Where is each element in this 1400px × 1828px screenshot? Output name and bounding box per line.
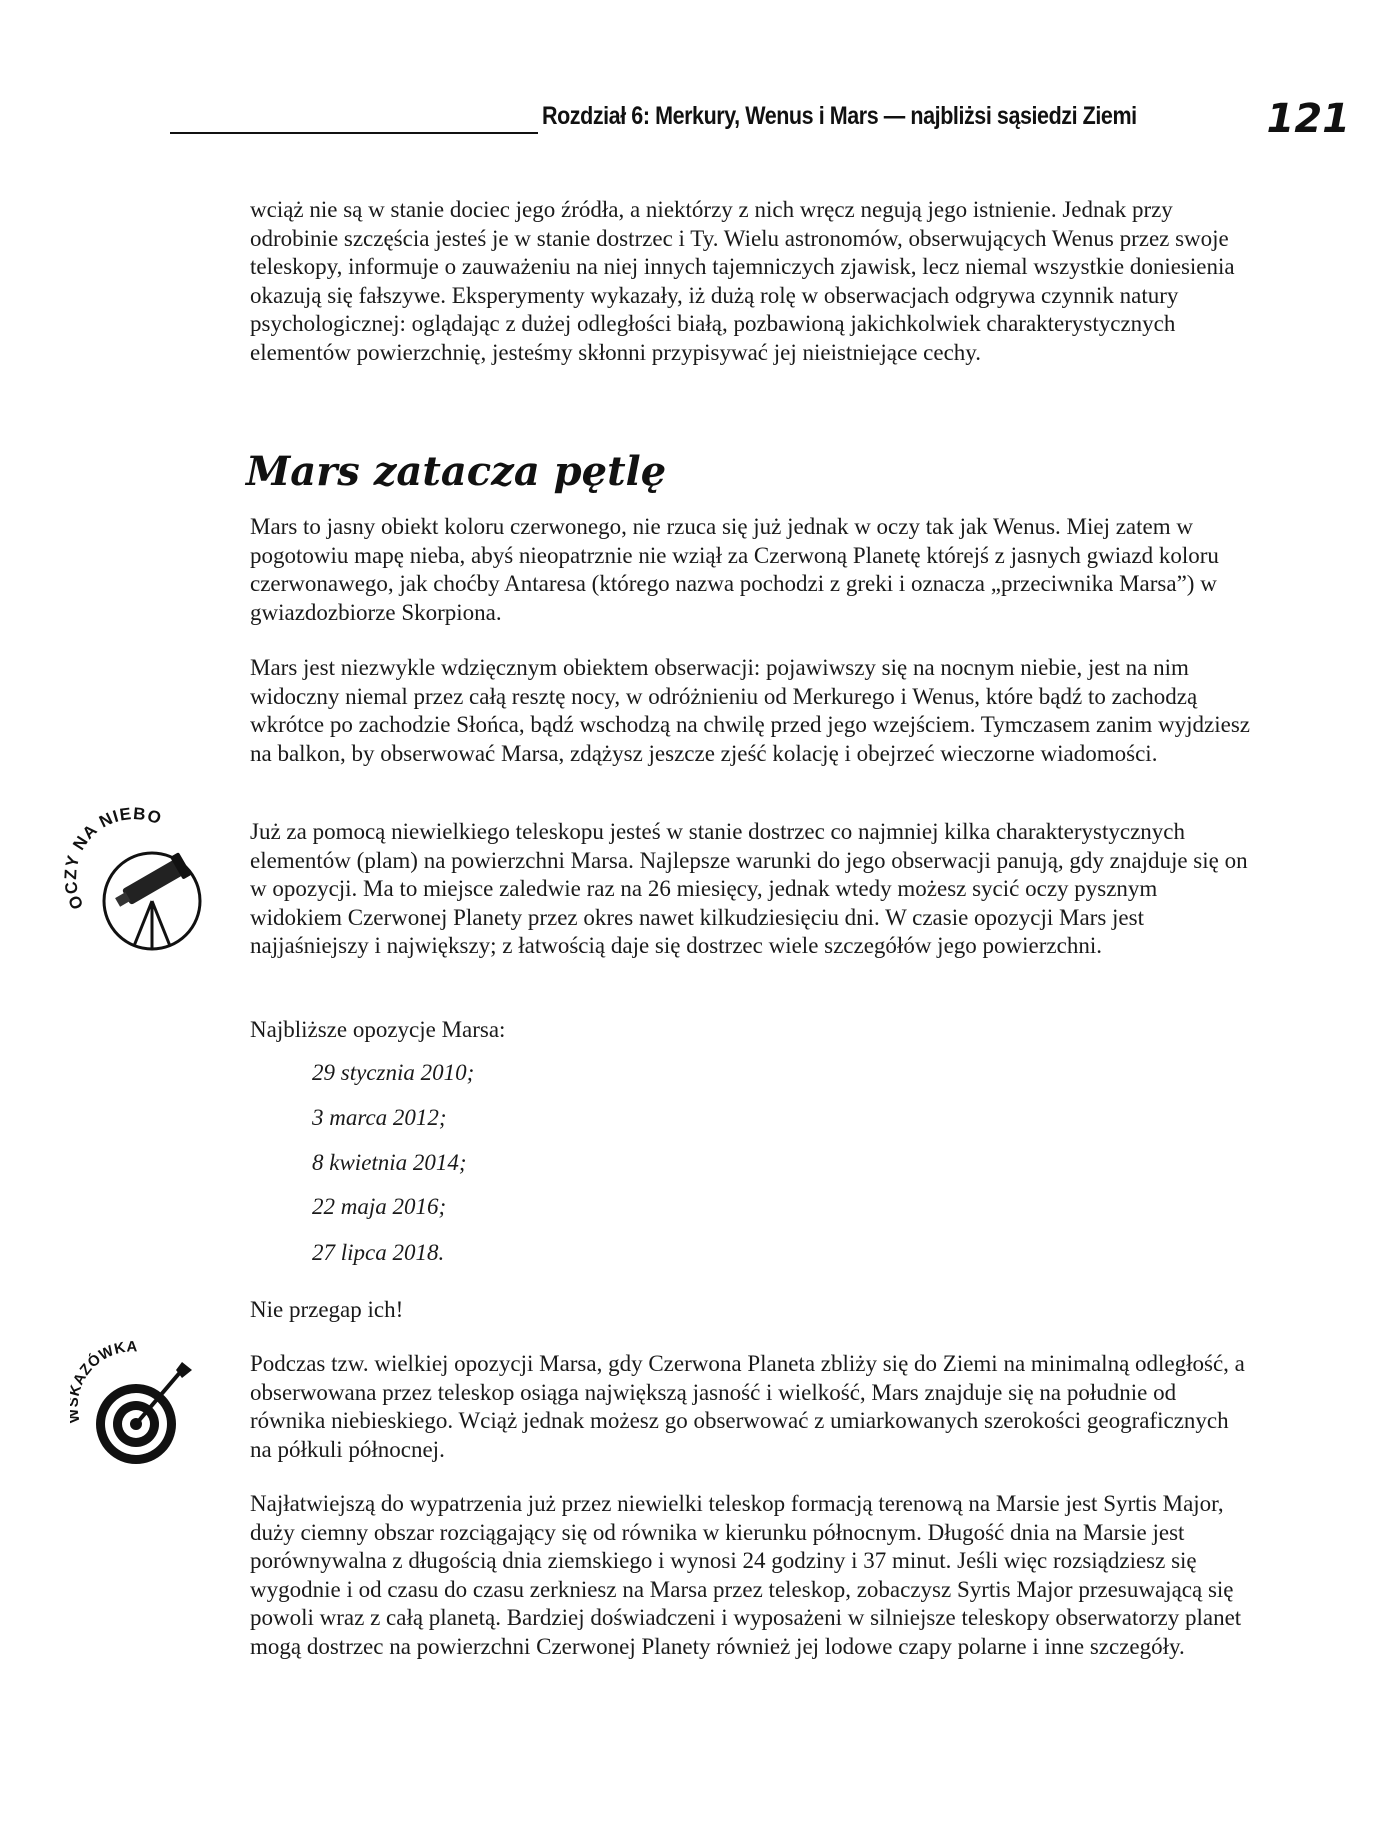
paragraph: Nie przegap ich! <box>250 1297 404 1322</box>
page-number: 121 <box>1266 96 1350 142</box>
list-item: 3 marca 2012; <box>312 1105 447 1130</box>
running-header <box>170 96 1350 142</box>
chapter-title: Rozdział 6: Merkury, Wenus i Mars — najbliżsi sąsiedzi Ziemi <box>542 102 1137 130</box>
target-badge-svg <box>70 1340 200 1470</box>
list-item: 27 lipca 2018. <box>312 1240 445 1265</box>
telescope-badge-text: OCZY NA NIEBO <box>62 806 165 913</box>
paragraph: Najbliższe opozycje Marsa: <box>250 1017 506 1042</box>
paragraph: Mars jest niezwykle wdzięcznym obiektem obserwacji: pojawiwszy się na nocnym niebie, jest na nim widoczny niemal przez całą resztę nocy, w odróżnieniu od Merkurego i Wenus, które bądź to zachodzą wkrótce po zachodzie Słońca, bądź wschodzą na chwilę przed jego wzejściem. Tymczasem zanim wyjdziesz na balkon, by obserwować Marsa, zdążysz jeszcze zjeść kolację i obejrzeć wieczorne wiadomości. <box>250 655 1250 766</box>
telescope-icon <box>62 806 212 956</box>
list-item: 29 stycznia 2010; <box>312 1060 475 1085</box>
section-heading: Mars zatacza pętlę <box>246 448 667 495</box>
list-item: 22 maja 2016; <box>312 1194 447 1219</box>
paragraph: wciąż nie są w stanie dociec jego źródła, a niektórzy z nich wręcz negują jego istnienie. Jednak przy odrobinie szczęścia jesteś je w stanie dostrzec i Ty. Wielu astronomów, obserwujących Wenus przez swoje teleskopy, informuje o zauważeniu na niej innych tajemniczych zjawisk, lecz niemal wszystkie doniesienia okazują się fałszywe. Eksperymenty wykazały, iż dużą rolę w obserwacjach odgrywa czynnik natury psychologicznej: oglądając z dużej odległości białą, pozbawioną jakichkolwiek charakterystycznych elementów powierzchnię, jesteśmy skłonni przypisywać jej nieistniejące cechy. <box>250 197 1235 365</box>
target-badge-text: AZÓWKA <box>70 1340 138 1388</box>
paragraph: Już za pomocą niewielkiego teleskopu jesteś w stanie dostrzec co najmniej kilka charakterystycznych elementów (plam) na powierzchni Marsa. Najlepsze warunki do jego obserwacji panują, gdy znajduje się on w opozycji. Ma to miejsce zaledwie raz na 26 miesięcy, jednak wtedy możesz sycić oczy pysznym widokiem Czerwonej Planety przez okres nawet kilkudziesięciu dni. W czasie opozycji Mars jest najjaśniejszy i największy; z łatwością daje się dostrzec wiele szczegółów jego powierzchni. <box>250 819 1248 959</box>
list-item: 8 kwietnia 2014; <box>312 1150 467 1175</box>
header-rule <box>170 132 538 134</box>
telescope-badge-svg <box>62 806 212 956</box>
paragraph: Mars to jasny obiekt koloru czerwonego, nie rzuca się już jednak w oczy tak jak Wenus. Miej zatem w pogotowiu mapę nieba, abyś nieopatrznie nie wziął za Czerwoną Planetę którejś z jasnych gwiazd koloru czerwonawego, jak choćby Antaresa (którego nazwa pochodzi z greki i oznacza „przeciwnika Marsa”) w gwiazdozbiorze Skorpiona. <box>250 514 1219 625</box>
target-icon <box>70 1340 200 1470</box>
paragraph: Podczas tzw. wielkiej opozycji Marsa, gdy Czerwona Planeta zbliży się do Ziemi na minimalną odległość, a obserwowana przez teleskop osiąga największą jasność i wielkość, Mars znajduje się na południe od równika niebieskiego. Wciąż jednak możesz go obserwować z umiarkowanych szerokości geograficznych na półkuli północnej. <box>250 1351 1245 1462</box>
paragraph: Najłatwiejszą do wypatrzenia już przez niewielki teleskop formacją terenową na Marsie jest Syrtis Major, duży ciemny obszar rozciągający się od równika w kierunku północnym. Długość dnia na Marsie jest porównywalna z długością dnia ziemskiego i wynosi 24 godziny i 37 minut. Jeśli więc rozsiądziesz się wygodnie i od czasu do czasu zerkniesz na Marsa przez teleskop, zobaczysz Syrtis Major przesuwającą się powoli wraz z całą planetą. Bardziej doświadczeni i wyposażeni w silniejsze teleskopy obserwatorzy planet mogą dostrzec na powierzchni Czerwonej Planety również jej lodowe czapy polarne i inne szczegóły. <box>250 1491 1242 1659</box>
